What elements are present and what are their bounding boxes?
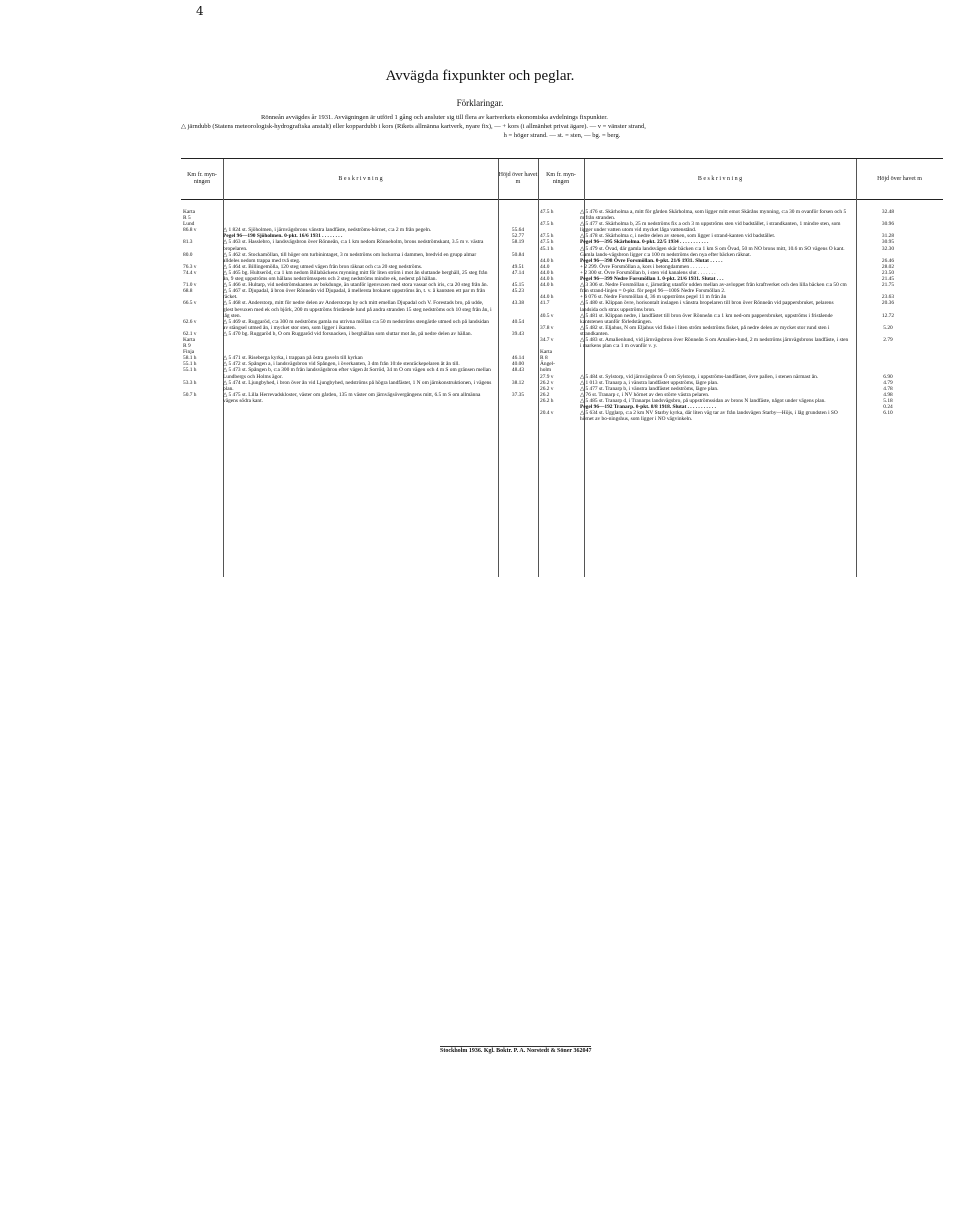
km-cell: 80.0 <box>183 251 193 258</box>
height-cell: 38.12 <box>511 379 525 386</box>
description-cell: △ 5 477 st. Tranarp b, i vänstra landfästet nedströms, lägre plan. <box>580 385 719 392</box>
height-cell: 50.84 <box>511 251 525 258</box>
height-cell: 30.96 <box>881 221 895 228</box>
table-row <box>538 349 943 373</box>
description-cell: △ 5 485 st. Tranarp d, i Tranarps landsvägsbro, på uppströmssidan av brons N landfäste, något under vägens plan. <box>580 397 826 404</box>
km-cell: 34.7 v <box>540 336 554 343</box>
km-cell: Karta R 5 Lund <box>183 209 195 228</box>
description-cell: △ 5 466 st. Hultarp, vid nedströmskanten av bokdunge, än utanför igenvuxen med stora vassar och iris, c:a 20 steg från ån. <box>223 282 488 289</box>
description-cell: △ 5 462 st. Stockamöllan, till höger om turbinintaget, 3 m nedströms om luckorna i dammen, bredvid en grupp almar alldeles nedom trappa med två steg. <box>223 251 477 264</box>
height-cell: 2.79 <box>883 336 893 343</box>
table-row <box>538 337 943 349</box>
table-row <box>181 288 538 300</box>
table-row <box>538 300 943 312</box>
description-cell: △ 5 465 bg. Hultseröd, c:a 1 km nedom Billabäckens mynning mitt för liten ström i mot ån sluttande berghäll, 25 steg från ån, 9 steg uppströms om hällans nedströmsspets och 2 steg nedströms mindre ek, nederst på hällan. <box>223 269 488 283</box>
km-cell: 27.9 v <box>540 373 554 380</box>
table-row <box>538 282 943 294</box>
height-cell: 32.48 <box>881 209 895 215</box>
description-cell: △ 5 476 st. Skärholma a, mitt för gården Skärholma, som ligger mitt emot Skäråns mynning, c:a 30 m ovanför forsen och 5 m från stranden. <box>580 209 847 222</box>
km-cell: 44.0 h <box>540 276 554 283</box>
km-cell: 47.5 h <box>540 209 554 215</box>
km-cell: 26.2 <box>540 391 550 398</box>
height-cell: 21.75 <box>881 282 895 289</box>
km-cell: 86.8 v <box>183 227 197 234</box>
km-cell: 81.3 <box>183 239 193 246</box>
header-height-right: Höjd över havet m <box>856 159 943 200</box>
km-cell: 45.1 h <box>540 245 554 252</box>
right-column <box>538 209 943 422</box>
table-row <box>538 246 943 258</box>
height-cell: 55.64 <box>511 227 525 234</box>
km-cell: Karta R 9 Finja <box>183 336 195 356</box>
description-cell <box>580 349 850 373</box>
description-cell: △ 5 473 st. Spången b, c:a 300 m från landsvägsbron efter vägen åt Sorröd, 34 m O om vägen och 4 m S om gränsen mellan Lundbergs och Holms ägor. <box>223 367 491 380</box>
height-cell: 48.43 <box>511 367 525 374</box>
km-cell: 47.5 h <box>540 239 554 246</box>
height-cell: 6.90 <box>883 373 893 380</box>
km-cell: 41.7 <box>540 300 550 307</box>
height-cell: 43.38 <box>511 300 525 307</box>
height-cell: 40.00 <box>511 361 525 368</box>
table-row <box>181 300 538 318</box>
height-cell: 4.79 <box>883 379 893 386</box>
table-row <box>181 252 538 264</box>
km-cell: Karta R 8 Ängel- holm <box>540 349 555 374</box>
height-cell: 39.43 <box>511 330 525 337</box>
description-cell: △ 5 472 st. Spången a, i landsvägsbron vid Spången, i överkanten, 3 dm från 10:de stenräckepelaren åt ån till. <box>223 361 460 368</box>
table-row <box>181 239 538 251</box>
description-cell: + 2 299. Övre Forsmöllan a, kors i betongdammen . . . . . . . <box>580 263 708 270</box>
description-cell: + 2 300 st. Övre Forsmöllan b, i sten vid kanalens slut . . . . . . . <box>580 269 716 276</box>
height-cell: 23.50 <box>881 269 895 276</box>
description-cell <box>223 337 493 355</box>
height-cell: 6.10 <box>883 410 893 417</box>
km-cell: 74.4 v <box>183 269 197 276</box>
km-cell: 76.3 v <box>183 263 197 270</box>
description-cell: △ 5 480 st. Klippan övre, horisontalt inslagen i vänstra bropelaren till bron över Rönneån vid pappersbruket, pelarens landsida och strax uppströms bron. <box>580 300 834 313</box>
table-row <box>538 221 943 233</box>
description-cell: △ 3 306 st. Nedre Forsmöllan c, järnstång utanför udden mellan av-avloppet från kraftverket och den lilla bäcken c:a 50 cm från strand-linjen = 0-pkt. för pegel 96—100S Nedre Forsmöllan 2. <box>580 282 847 295</box>
fixpoint-table <box>181 158 943 577</box>
header-desc-left: B e s k r i v n i n g <box>223 159 498 200</box>
description-cell <box>223 209 493 227</box>
description-cell: △ 5 477 st. Skärholma b, 25 m nedströms fix a och 3 m uppströms sten vid badstället, i strandkanten, 1 mindre sten, som ligger under vatten utom vid mycket låga vattenstånd. <box>580 221 841 234</box>
km-cell: 47.5 h <box>540 221 554 228</box>
description-cell: △ 5 483 st. Amalienlund, vid järnvägsbron över Rönneån S om Amalien-lund, 2 m nedströms järnvägsbrons landfäste, i sten i markens plan c:a 1 m ovanför v. y. <box>580 336 849 350</box>
km-cell: 26.2 v <box>540 385 554 392</box>
imprint: Stockholm 1936. Kgl. Boktr. P. A. Norstedt & Söner 362047 <box>440 1048 592 1054</box>
description-cell: △ 5 470 bg. Ruggaröd b, O om Ruggaröd vid forsnacken, i berghällan som sluttar mot ån, på nedre delen av hällan. <box>223 330 472 337</box>
height-cell: 23.63 <box>881 294 895 301</box>
km-cell: 20.4 v <box>540 410 554 417</box>
description-cell: △ 5 467 st. Djupadal, å bron över Rönneån vid Djupadal, å mellersta brokaret uppströms ån, t. v. å kantsten ett par m från räcket. <box>223 288 486 301</box>
height-cell: 28.02 <box>881 263 895 270</box>
description-cell: △ 5 468 st. Anderstorp, mitt för nedre delen av Anderstorps by och mitt emellan Djupadal och V. Forestads bro, på udde, glest bevuxen med ek och björk, 200 m uppströms fristående lund på andra stranden 15 steg nedströms och 10 steg från ån, i låg sten. <box>223 300 492 319</box>
table-row <box>538 209 943 221</box>
table-row <box>181 270 538 282</box>
km-cell: 71.0 v <box>183 282 197 289</box>
description-cell: △ 5 482 st. Eljahus, N om Eljahus vid fiske i liten ström nedströms fisket, på nedre delen av mycket stor rund sten i strandkanten. <box>580 324 830 337</box>
km-cell: 44.0 h <box>540 257 554 264</box>
height-cell: 40.54 <box>511 318 525 325</box>
km-cell: 66.5 v <box>183 300 197 307</box>
height-cell: 21.45 <box>881 276 895 283</box>
km-cell: 44.0 h <box>540 282 554 289</box>
table-row <box>181 367 538 379</box>
description-cell: △ 5 464 st. Billingemölla, 120 steg utmed vägen från bron räknat och c:a 20 steg nedströms. <box>223 263 423 270</box>
description-cell: Pegel 96—190 Sjöholmen. 0-pkt. 16/6 1931 . . . . . . . . <box>223 233 343 240</box>
height-cell: 45.15 <box>511 282 525 289</box>
km-cell: 68.8 <box>183 288 193 295</box>
description-cell: △ 5 474 st. Ljungbyhed, i bron över ån vid Ljungbyhed, nedströms på högra landfästet, 1 N om järnkonstruktionen, i vägens plan. <box>223 379 492 392</box>
height-cell: 31.28 <box>881 233 895 240</box>
km-cell: 62.1 v <box>183 330 197 337</box>
height-cell: 5.18 <box>883 397 893 404</box>
height-cell: 12.72 <box>881 312 895 319</box>
intro-line-3: h = höger strand. — st. = sten, — bg. = berg. <box>503 132 621 139</box>
description-cell: △ 5 463 st. Hasslebro, i landsvägsbron över Rönneån, c:a 1 km nedom Rönneholm, brons nedströmskant, 3.5 m v. västra bropelaren. <box>223 239 484 252</box>
table-row <box>181 392 538 404</box>
height-cell: 4.98 <box>883 391 893 398</box>
intro-line-1: Rönneån avvägdes år 1931. Avvägningen är utförd 1 gång och ansluter sig till flera av kartverkets ekonomiska avdelnings fixpunkter. <box>261 114 608 121</box>
description-cell: △ 1 013 st. Tranarp a, i vänstra landfästet uppströms, lägre plan. <box>580 379 719 386</box>
intro-text <box>181 113 943 140</box>
km-cell: 44.0 <box>540 263 550 270</box>
description-cell: △ 5 484 st. Sylstorp, vid järnvägsbron Ö om Sylstorp, i uppströms-landfästet, övre pallen, i stenen närmast ån. <box>580 373 819 380</box>
km-cell: 50.7 h <box>183 391 197 398</box>
subtitle: Förklaringar. <box>456 98 504 108</box>
height-cell: 32.30 <box>881 245 895 252</box>
km-cell: 37.8 v <box>540 324 554 331</box>
km-cell: 62.6 v <box>183 318 197 325</box>
height-cell: 0.24 <box>883 404 893 411</box>
header-km-right: Km fr. myn-ningen <box>538 159 584 200</box>
table-row <box>181 380 538 392</box>
height-cell: 45.23 <box>511 288 525 295</box>
km-cell: 44.0 h <box>540 269 554 276</box>
height-cell: 5.20 <box>883 324 893 331</box>
description-cell: △ 1 824 st. Sjöholmen, i järnvägsbrons vänstra landfäste, nedströms-hörnet, c:a 2 m från pegeln. <box>223 227 432 234</box>
description-cell: △ 5 481 st. Klippan nedre, i landfästet till bron över Rönneån c:a 1 km ned-om pappersbruket, uppströms i fristående kantstenen utanför förledstängen. <box>580 312 833 325</box>
description-cell: △ 5 469 st. Ruggaröd, c:a 300 m nedströms gamla nu utrivna möllan c:a 50 m nedströms stengärde utmed och på landsidan av stängsel utmed ån, i mycket stor sten, som ligger i ikanten. <box>223 318 489 331</box>
header-km-left: Km fr. myn-ningen <box>181 159 223 200</box>
km-cell: 55.1 h <box>183 361 197 368</box>
km-cell: 55.1 h <box>183 367 197 374</box>
table-row <box>538 313 943 325</box>
km-cell: 26.2 h <box>540 397 554 404</box>
height-cell: 49.51 <box>511 263 525 270</box>
page-number: 4 <box>196 4 204 18</box>
km-cell: 47.5 h <box>540 233 554 240</box>
table-row <box>538 410 943 422</box>
page-title: Avvägda fixpunkter och peglar. <box>385 68 575 84</box>
header-height-left: Höjd över havet m <box>498 159 538 200</box>
table-row <box>181 209 538 227</box>
intro-line-2: △ järndubb (Statens meteorologisk-hydrografiska anstalt) eller koppardubb i kors (Rikets allmänna kartverk, nyare fix), — + kors (i allmänhet privat ägare). — v = vänster strand, <box>181 123 646 130</box>
description-cell: Pegel 96—395 Skärholma. 0-pkt. 22/5 1934 . . . . . . . . . . . <box>580 239 709 246</box>
description-cell: △ 5 471 st. Riseberga kyrka, i trappan på östra gaveln till kyrkan <box>223 355 363 362</box>
description-cell: Pegel 96—399 Nedre Forsmöllan 1. 0-pkt. 21/6 1931. Slutat . . . <box>580 276 724 283</box>
height-cell: 20.36 <box>881 300 895 307</box>
km-cell: 44.0 h <box>540 294 554 301</box>
description-cell: Pegel 96—192 Tranarp. 0-pkt. 8/8 1918. Slutat . . . . . . . . . . . <box>580 404 716 411</box>
km-cell: 26.2 v <box>540 379 554 386</box>
height-cell: 58.19 <box>511 239 525 246</box>
km-cell: 58.1 h <box>183 355 197 362</box>
height-cell: 52.77 <box>511 233 525 240</box>
description-cell: △ 5 479 st. Övad, där gamla landsvägen skär bäcken c:a 1 km S om Övad, 50 m NO brons mitt, 10.6 m SO vägens O kant. Gamla lands-vägsbron ligger c:a 100 m nedströms den nya efter bäcken räknat. <box>580 245 845 258</box>
description-cell: △ 5 634 st. Ugglarp, c:a 2 km NV Starby kyrka, där liten väg tar av från landsvägen Starby—Höjs, i låg grundsten i SO hörnet av bo-ningshus, som ligger i NO vägvinkeln. <box>580 410 838 423</box>
table-row <box>181 337 538 355</box>
height-cell: 4.78 <box>883 385 893 392</box>
height-cell: 37.35 <box>511 391 525 398</box>
km-cell: 53.3 h <box>183 379 197 386</box>
left-column <box>181 209 538 404</box>
table-row <box>538 325 943 337</box>
header-desc-right: B e s k r i v n i n g <box>584 159 856 200</box>
description-cell: △ 5 478 st. Skärholma c, i nedre delen av stenen, som ligger i strand-kanten vid badstället. <box>580 233 776 240</box>
description-cell: △ 5 475 st. Lilla Herrevadskloster, väster om gården, 135 m väster om järnvägsövergångens mitt, 6.5 m S om allmänna vägens södra kant. <box>223 391 481 404</box>
height-cell: 46.14 <box>511 355 525 362</box>
description-cell: △ 76 st. Tranarp c, i NV hörnet av den större västra pelaren. <box>580 391 710 398</box>
km-cell: 40.5 v <box>540 312 554 319</box>
height-cell: 30.95 <box>881 239 895 246</box>
height-cell: 47.14 <box>511 269 525 276</box>
height-cell: 26.46 <box>881 257 895 264</box>
description-cell: + 6 076 st. Nedre Forsmöllan d, 36 m uppströms pegel 11 m från ån <box>580 294 727 301</box>
description-cell: Pegel 96—398 Övre Forsmöllan. 0-pkt. 21/6 1931. Slutat . . . . . <box>580 257 723 264</box>
table-row <box>181 319 538 331</box>
